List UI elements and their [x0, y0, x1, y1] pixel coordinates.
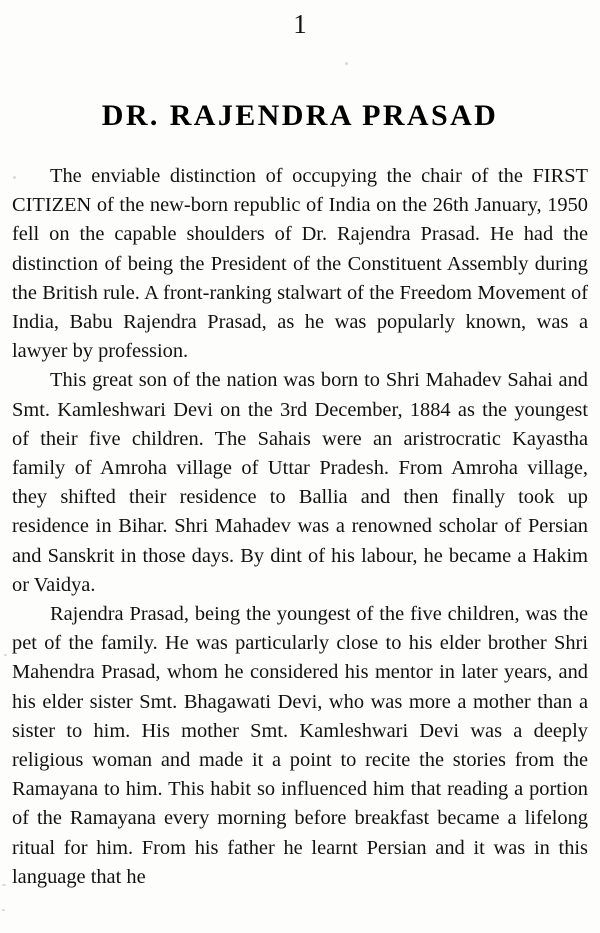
- paragraph: The enviable distinction of occupying the chair of the FIRST CITIZEN of the new-born republic of India on the 26th January, 1950 fell on the capable shoulders of Dr. Rajendra Prasad. He had the distinction of being the President of the Constituent Assembly during the British rule. A front-ranking stalwart of the Freedom Movement of India, Babu Rajendra Prasad, as he was popularly known, was a lawyer by profession.: [12, 165, 588, 363]
- scan-speck: [4, 654, 7, 656]
- page-title: DR. RAJENDRA PRASAD: [101, 99, 499, 133]
- scan-speck: [2, 909, 5, 911]
- paragraph: Rajendra Prasad, being the youngest of the five children, was the pet of the family. He was particularly close to his elder brother Shri Mahendra Prasad, whom he considered his mentor in later years, and his elder sister Smt. Bhagawati Devi, who was more a mother than a sister to him. His mother Smt. Kamleshwari Devi was a deeply religious woman and made it a point to recite the stories from the Ramayana to him. This habit so influenced him that reading a portion of the Ramayana every morning before breakfast became a lifelong ritual for him. From his father he learnt Persian and it was in this language that he: [12, 603, 588, 888]
- body-text-block: [12, 162, 588, 892]
- chapter-number: 1: [293, 9, 307, 39]
- scan-speck: [345, 62, 348, 65]
- scan-speck: [2, 884, 6, 886]
- paragraph: This great son of the nation was born to Shri Mahadev Sahai and Smt. Kamleshwari Devi on the 3rd December, 1884 as the youngest of their five children. The Sahais were an aristrocratic Kayastha family of Amroha village of Uttar Pradesh. From Amroha village, they shifted their residence to Ballia and then finally took up residence in Bihar. Shri Mahadev was a renowned scholar of Persian and Sanskrit in those days. By dint of his labour, he became a Hakim or Vaidya.: [12, 369, 588, 596]
- scan-speck: [13, 176, 16, 179]
